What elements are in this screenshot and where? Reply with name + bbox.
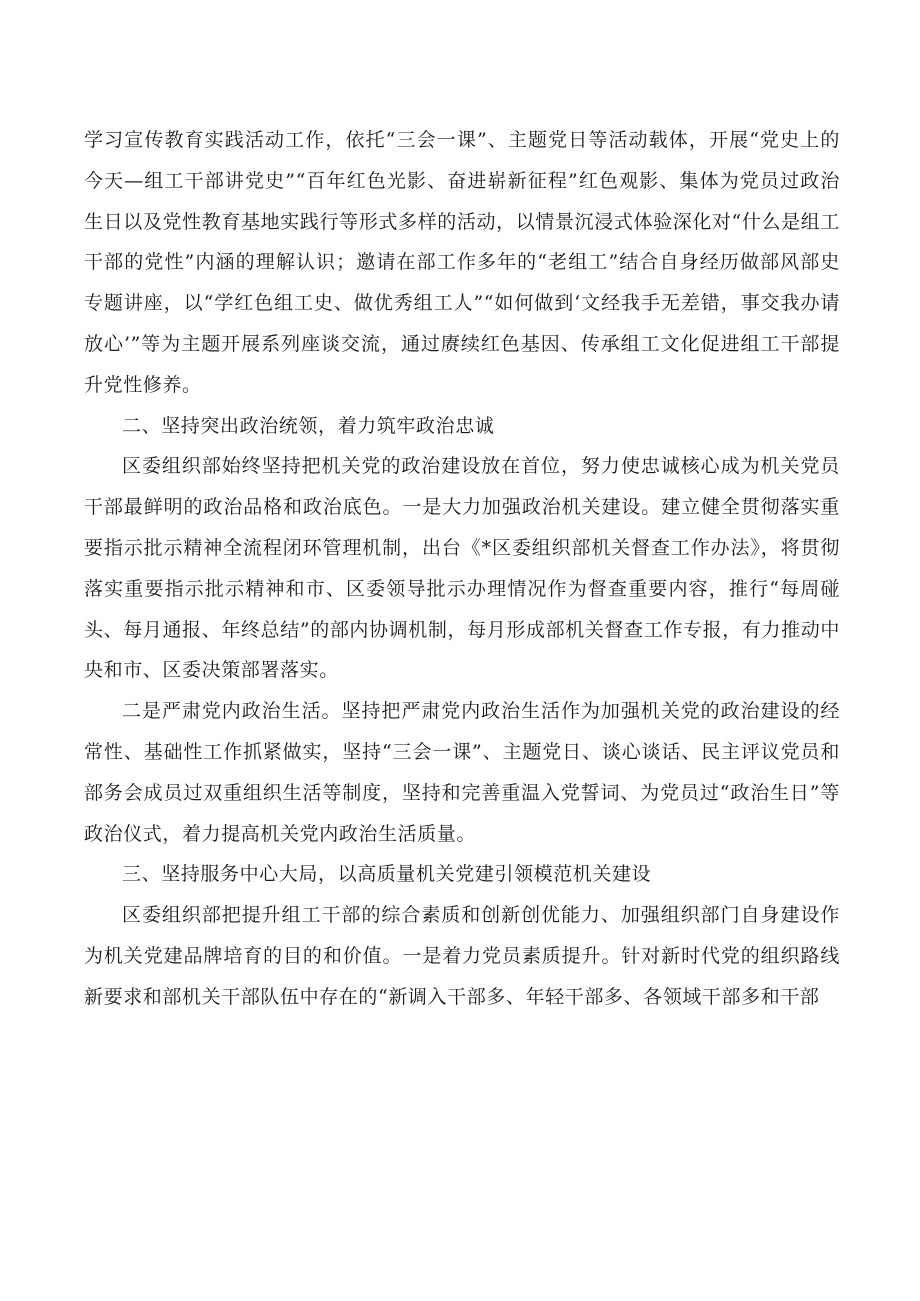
section-heading-two: 二、坚持突出政治统领，着力筑牢政治忠诚 [122, 414, 495, 437]
paragraph-party-life: 二是严肃党内政治生活。坚持把严肃党内政治生活作为加强机关党的政治建设的经常性、基础性工作抓紧做实，坚持“三会一课”、主题党日、谈心谈话、民主评议党员和部务会成员过双重组织生活等制度，坚持和完善重温入党誓词、为党员过“政治生日”等政治仪式，着力提高机关党内政治生活质量。 [84, 700, 840, 845]
paragraph-political-loyalty: 区委组织部始终坚持把机关党的政治建设放在首位，努力使忠诚核心成为机关党员干部最鲜明的政治品格和政治底色。一是大力加强政治机关建设。建立健全贯彻落实重要指示批示精神全流程闭环管理机制，出台《*区委组织部机关督查工作办法》，将贯彻落实重要指示批示精神和市、区委领导批示办理情况作为督查重要内容，推行“每周碰头、每月通报、年终总结”的部内协调机制，每月形成部机关督查工作专报，有力推动中央和市、区委决策部署落实。 [84, 455, 840, 682]
section-heading-three: 三、坚持服务中心大局，以高质量机关党建引领模范机关建设 [122, 863, 652, 886]
paragraph-continued: 学习宣传教育实践活动工作，依托“三会一课”、主题党日等活动载体，开展“党史上的今天—组工干部讲党史”“百年红色光影、奋进崭新征程”红色观影、集体为党员过政治生日以及党性教育基地实践行等形式多样的活动，以情景沉浸式体验深化对“什么是组工干部的党性”内涵的理解认识；邀请在部工作多年的“老组工”结合自身经历做部风部史专题讲座，以“学红色组工史、做优秀组工人”“如何做到‘文经我手无差错，事交我办请放心’”等为主题开展系列座谈交流，通过赓续红色基因、传承组工文化促进组工干部提升党性修养。 [84, 129, 840, 396]
paragraph-member-quality: 区委组织部把提升组工干部的综合素质和创新创优能力、加强组织部门自身建设作为机关党建品牌培育的目的和价值。一是着力党员素质提升。针对新时代党的组织路线新要求和部机关干部队伍中存在的“新调入干部多、年轻干部多、各领域干部多和干部 [84, 904, 840, 1008]
document-body [84, 120, 840, 1018]
